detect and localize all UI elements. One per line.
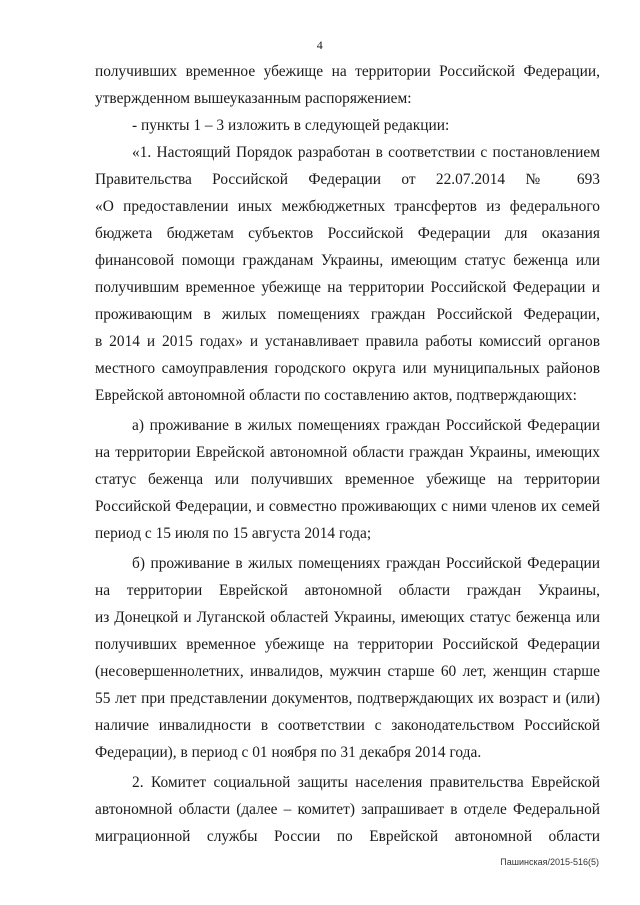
text-line: б) проживание в жилых помещениях граждан Российской Федерации bbox=[132, 555, 600, 572]
text-line: (несовершеннолетних, инвалидов, мужчин старше 60 лет, женщин старше bbox=[95, 663, 600, 680]
text-line: наличие инвалидности в соответствии с законодательством Российской bbox=[95, 717, 600, 734]
text-line: из Донецкой и Луганской областей Украины, имеющих статус беженца или bbox=[95, 609, 600, 626]
text-line: автономной области (далее – комитет) запрашивает в отделе Федеральной bbox=[95, 801, 600, 818]
text-line: Российской Федерации, и совместно проживающих с ними членов их семей bbox=[95, 498, 600, 515]
text-line: бюджета бюджетам субъектов Российской Федерации для оказания bbox=[95, 225, 600, 242]
text-line: «О предоставлении иных межбюджетных трансфертов из федерального bbox=[95, 198, 600, 215]
text-line: Правительства Российской Федерации от 22.07.2014 № 693 bbox=[95, 171, 600, 188]
page-number: 4 bbox=[316, 38, 324, 52]
text-line: статус беженца или получивших временное убежище на территории bbox=[95, 471, 600, 488]
text-line: «1. Настоящий Порядок разработан в соответствии с постановлением bbox=[132, 144, 600, 161]
text-line: на территории Еврейской автономной области граждан Украины, bbox=[95, 582, 600, 599]
text-line: местного самоуправления городского округа или муниципальных районов bbox=[95, 360, 600, 377]
text-line: 2. Комитет социальной защиты населения правительства Еврейской bbox=[132, 774, 600, 791]
document-code: Пашинская/2015-516(5) bbox=[500, 857, 599, 867]
text-line: финансовой помощи гражданам Украины, имеющим статус беженца или bbox=[95, 252, 600, 269]
text-line: Еврейской автономной области по составлению актов, подтверждающих: bbox=[95, 387, 577, 404]
text-line: а) проживание в жилых помещениях граждан Российской Федерации bbox=[132, 417, 600, 434]
text-line: - пункты 1 – 3 изложить в следующей редакции: bbox=[132, 117, 450, 134]
text-line: миграционной службы России по Еврейской автономной области bbox=[95, 828, 600, 845]
text-line: 55 лет при представлении документов, подтверждающих их возраст и (или) bbox=[95, 690, 600, 707]
text-line: утвержденном вышеуказанным распоряжением: bbox=[95, 90, 412, 107]
text-line: период с 15 июля по 15 августа 2014 года; bbox=[95, 525, 372, 542]
text-line: в 2014 и 2015 годах» и устанавливает правила работы комиссий органов bbox=[95, 333, 600, 350]
text-line: проживающим в жилых помещениях граждан Российской Федерации, bbox=[95, 306, 600, 323]
text-line: получившим временное убежище на территории Российской Федерации и bbox=[95, 279, 600, 296]
text-line: получивших временное убежище на территории Российской Федерации bbox=[95, 636, 600, 653]
text-line: на территории Еврейской автономной области граждан Украины, имеющих bbox=[95, 444, 600, 461]
text-line: получивших временное убежище на территории Российской Федерации, bbox=[95, 63, 600, 80]
text-line: Федерации), в период с 01 ноября по 31 декабря 2014 года. bbox=[95, 744, 482, 761]
